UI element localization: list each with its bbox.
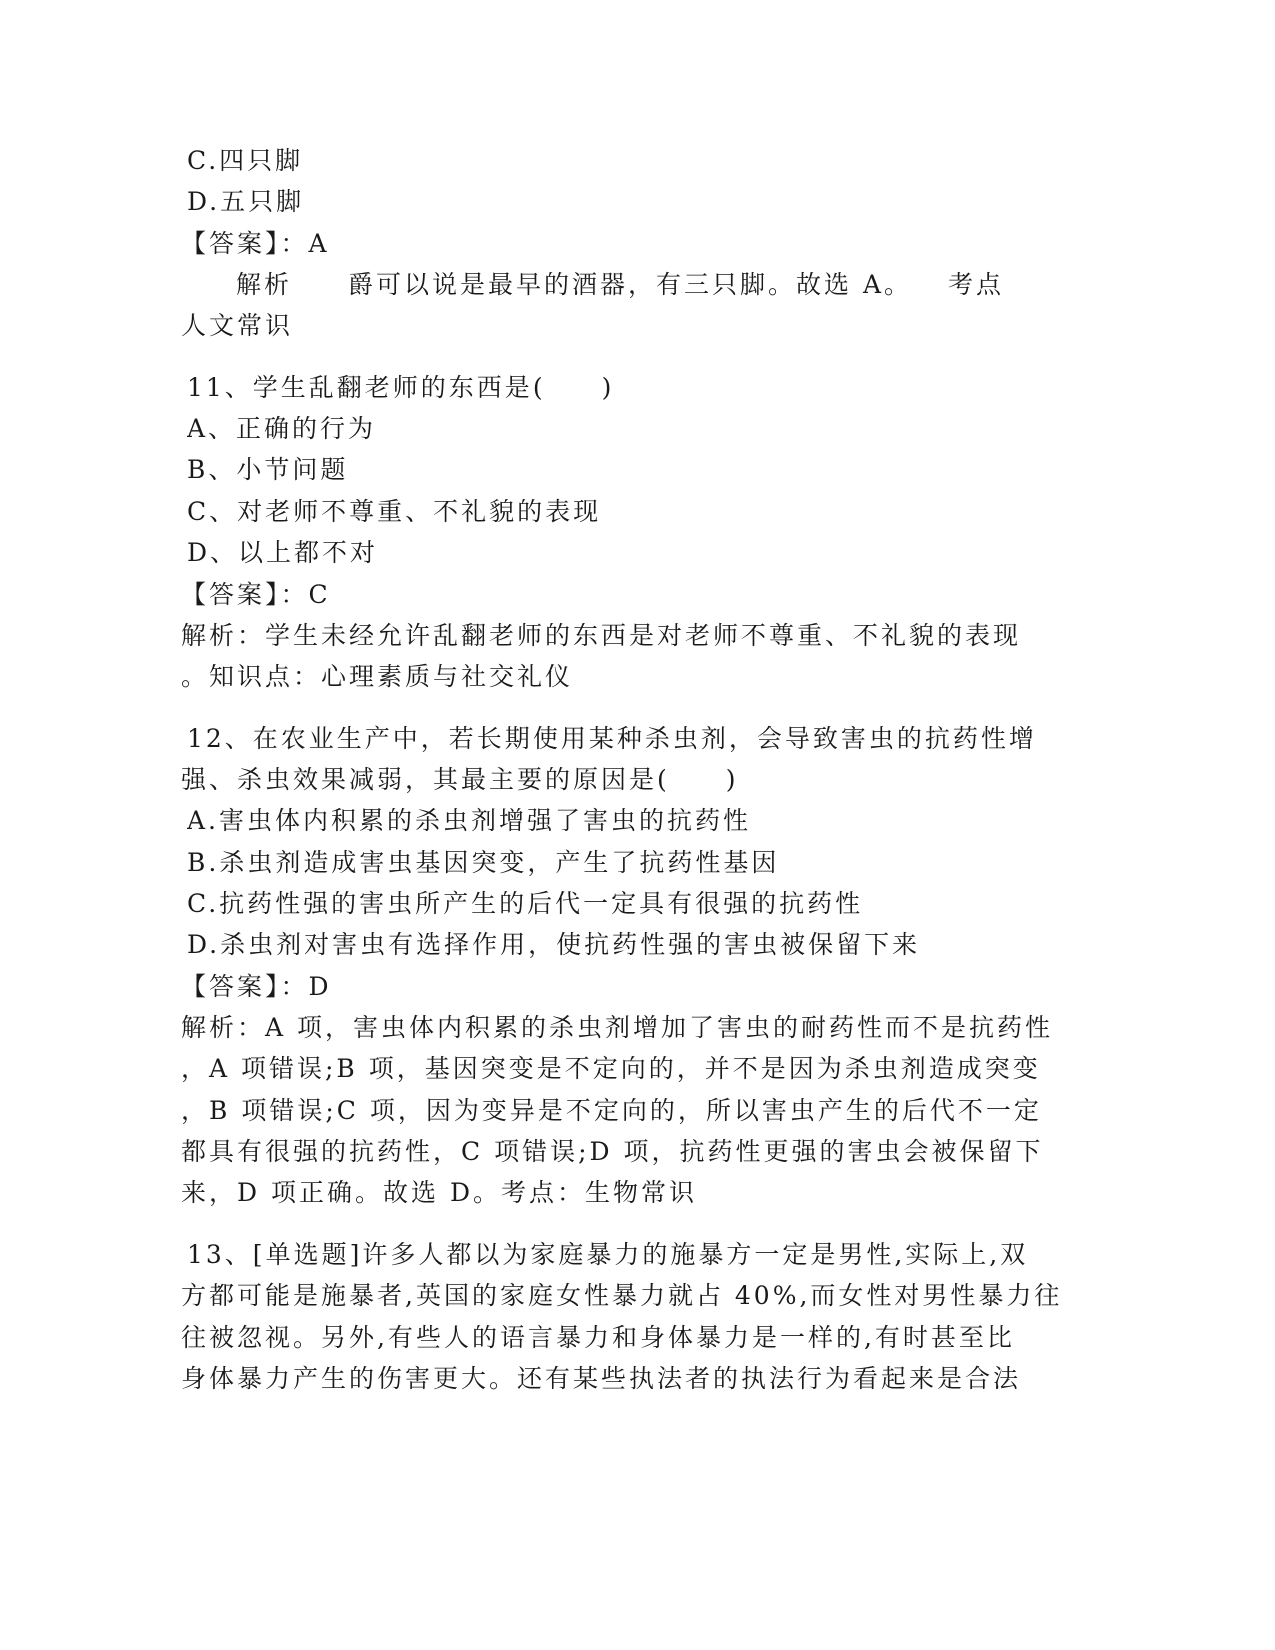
question-11-stem: 11、学生乱翻老师的东西是( ) bbox=[187, 373, 615, 402]
question-12-option-b: B.杀虫剂造成害虫基因突变，产生了抗药性基因 bbox=[187, 848, 780, 877]
option-c: C.四只脚 bbox=[187, 146, 304, 175]
question-12-option-a: A.害虫体内积累的杀虫剂增强了害虫的抗药性 bbox=[187, 806, 752, 835]
option-d: D.五只脚 bbox=[187, 187, 305, 216]
question-11-analysis-line-2: 。知识点：心理素质与社交礼仪 bbox=[181, 662, 574, 691]
question-12-analysis-line-3: ，B 项错误;C 项，因为变异是不定向的，所以害虫产生的后代不一定 bbox=[181, 1096, 1042, 1125]
topic-label: 考点 bbox=[948, 270, 1005, 299]
question-12-option-d: D.杀虫剂对害虫有选择作用，使抗药性强的害虫被保留下来 bbox=[187, 930, 921, 959]
analysis-label: 解析 bbox=[236, 270, 293, 299]
question-13-stem-line-3: 往被忽视。另外,有些人的语言暴力和身体暴力是一样的,有时甚至比 bbox=[181, 1323, 1015, 1352]
question-12-analysis-line-4: 都具有很强的抗药性，C 项错误;D 项，抗药性更强的害虫会被保留下 bbox=[181, 1137, 1044, 1166]
question-12-answer: 【答案】：D bbox=[181, 972, 332, 1001]
question-13-stem-line-2: 方都可能是施暴者,英国的家庭女性暴力就占 40%,而女性对男性暴力往 bbox=[181, 1281, 1063, 1310]
question-13-stem-line-4: 身体暴力产生的伤害更大。还有某些执法者的执法行为看起来是合法 bbox=[181, 1364, 1022, 1393]
question-11-option-d: D、以上都不对 bbox=[187, 538, 379, 567]
question-11-option-c: C、对老师不尊重、不礼貌的表现 bbox=[187, 497, 602, 526]
topic-text: 人文常识 bbox=[181, 311, 294, 340]
analysis-text: 爵可以说是最早的酒器，有三只脚。故选 A。 bbox=[348, 270, 913, 299]
question-12-option-c: C.抗药性强的害虫所产生的后代一定具有很强的抗药性 bbox=[187, 889, 864, 918]
question-13-stem-line-1: 13、[单选题]许多人都以为家庭暴力的施暴方一定是男性,实际上,双 bbox=[187, 1240, 1029, 1269]
question-11-option-a: A、正确的行为 bbox=[187, 414, 377, 443]
question-11-option-b: B、小节问题 bbox=[187, 455, 349, 484]
question-12-analysis-line-5: 来，D 项正确。故选 D。考点：生物常识 bbox=[181, 1178, 697, 1207]
question-12-analysis-line-2: ，A 项错误;B 项，基因突变是不定向的，并不是因为杀虫剂造成突变 bbox=[181, 1054, 1041, 1083]
answer-label: 【答案】：A bbox=[181, 229, 330, 258]
question-12-stem-line-1: 12、在农业生产中，若长期使用某种杀虫剂，会导致害虫的抗药性增 bbox=[187, 724, 1037, 753]
question-11-answer: 【答案】：C bbox=[181, 580, 331, 609]
question-12-stem-line-2: 强、杀虫效果减弱，其最主要的原因是( ) bbox=[181, 765, 739, 794]
question-12-analysis-line-1: 解析：A 项，害虫体内积累的杀虫剂增加了害虫的耐药性而不是抗药性 bbox=[181, 1013, 1054, 1042]
question-11-analysis-line-1: 解析：学生未经允许乱翻老师的东西是对老师不尊重、不礼貌的表现 bbox=[181, 621, 1022, 650]
